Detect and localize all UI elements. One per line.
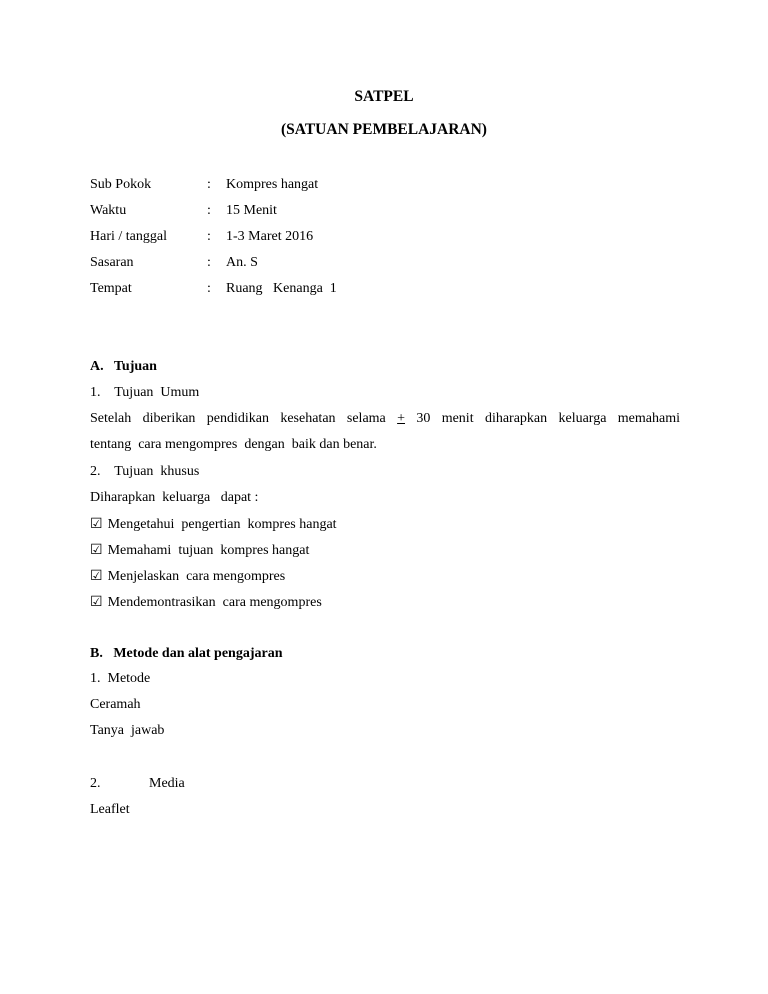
checklist-item [90, 542, 309, 559]
section-b-sub2-number: 2. [90, 776, 101, 791]
meta-colon: : [207, 229, 211, 244]
word: 30 [416, 411, 431, 426]
section-b-heading: B. Metode dan alat pengajaran [90, 646, 283, 661]
page-title: SATPEL [354, 88, 414, 105]
word: diharapkan [484, 411, 548, 426]
checked-box-icon: ☑ [90, 517, 103, 532]
checklist-item [90, 516, 337, 533]
meta-colon: : [207, 255, 211, 270]
word: selama [346, 411, 386, 426]
checked-box-icon: ☑ [90, 595, 103, 610]
meta-label-tempat: Tempat [90, 281, 132, 296]
meta-label-sasaran: Sasaran [90, 255, 134, 270]
checklist-item-label: Memahami tujuan kompres hangat [107, 543, 310, 558]
checklist-item [90, 568, 285, 585]
checklist-item-label: Mengetahui pengertian kompres hangat [107, 517, 337, 532]
section-a-sub2: 2. Tujuan khusus [90, 464, 200, 479]
meta-colon: : [207, 177, 211, 192]
section-a-sub1: 1. Tujuan Umum [90, 385, 200, 400]
meta-value-waktu: 15 Menit [226, 203, 277, 218]
section-a-heading: A. Tujuan [90, 359, 157, 374]
section-b-sub1: 1. Metode [90, 671, 151, 686]
section-a-intro: Diharapkan keluarga dapat : [90, 490, 259, 505]
meta-value-sasaran: An. S [226, 255, 258, 270]
meta-colon: : [207, 281, 211, 296]
page-subtitle: (SATUAN PEMBELAJARAN) [281, 121, 487, 138]
meta-value-hari-tanggal: 1-3 Maret 2016 [226, 229, 314, 244]
word: memahami [617, 411, 680, 426]
word: menit [441, 411, 474, 426]
checklist-item [90, 594, 322, 611]
checklist-item-label: Menjelaskan cara mengompres [107, 569, 286, 584]
method-item: Ceramah [90, 697, 141, 712]
meta-value-tempat: Ruang Kenanga 1 [226, 281, 337, 296]
plus-minus-symbol: + [397, 411, 406, 426]
word: keluarga [558, 411, 607, 426]
section-a-paragraph-line2: tentang cara mengompres dengan baik dan benar. [90, 437, 377, 452]
checked-box-icon: ☑ [90, 543, 103, 558]
meta-label-waktu: Waktu [90, 203, 127, 218]
method-item: Tanya jawab [90, 723, 165, 738]
meta-label-hari-tanggal: Hari / tanggal [90, 229, 167, 244]
checked-box-icon: ☑ [90, 569, 103, 584]
checklist-item-label: Mendemontrasikan cara mengompres [107, 595, 322, 610]
meta-label-sub-pokok: Sub Pokok [90, 177, 152, 192]
word: kesehatan [280, 411, 336, 426]
word: diberikan [142, 411, 196, 426]
media-item: Leaflet [90, 802, 130, 817]
meta-value-sub-pokok: Kompres hangat [226, 177, 319, 192]
word: pendidikan [206, 411, 269, 426]
meta-colon: : [207, 203, 211, 218]
section-b-sub2-label: Media [149, 776, 185, 791]
section-a-paragraph-line1 [90, 411, 680, 427]
word: Setelah [90, 411, 132, 426]
